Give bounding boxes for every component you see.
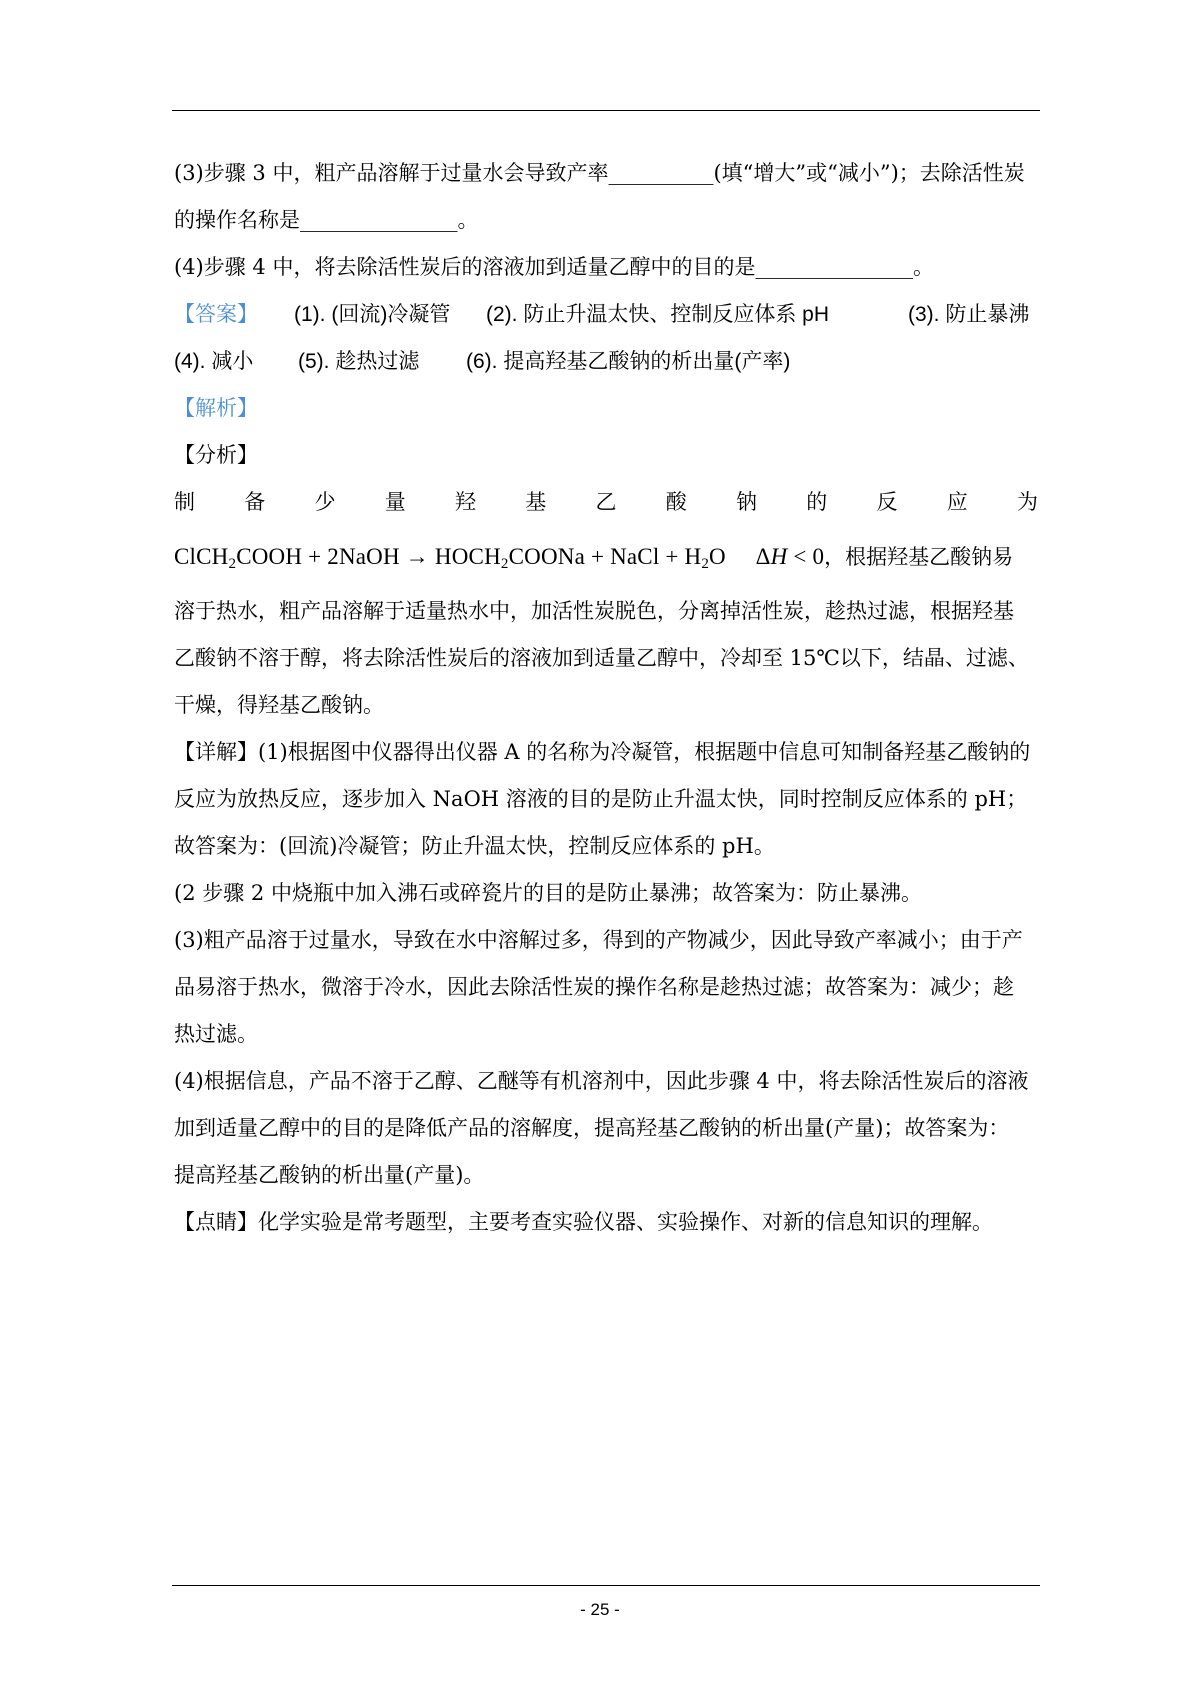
analysis-text-1: 溶于热水，粗产品溶解于适量热水中，加活性炭脱色，分离掉活性炭，趁热过滤，根据羟基 (174, 599, 1014, 623)
answer-row-1 (174, 291, 1038, 338)
comment-text: 【点睛】化学实验是常考题型，主要考查实验仪器、实验操作、对新的信息知识的理解。 (174, 1210, 993, 1234)
analysis-line-2 (174, 635, 1038, 682)
eq-delta: Δ (755, 544, 771, 569)
answer-item-4: (4). 减小 (174, 350, 254, 373)
eq-reactant-1-tail: COOH (236, 544, 303, 569)
detail-line-8 (174, 1058, 1038, 1105)
eq-reactant-1-sub: 2 (228, 556, 237, 572)
eq-condition: < 0 (793, 544, 825, 569)
eq-product-1-sub: 2 (500, 556, 509, 572)
analysis-sub-label: 【分析】 (174, 443, 258, 467)
eq-reactant-2: 2NaOH (327, 544, 400, 569)
detail-text-9: 加到适量乙醇中的目的是降低产品的溶解度，提高羟基乙酸钠的析出量(产量)；故答案为： (174, 1116, 1010, 1140)
eq-plus: + (590, 544, 605, 569)
detail-line-7 (174, 1011, 1038, 1058)
equation-tail-text: ，根据羟基乙酸钠易 (824, 545, 1014, 569)
detail-line-5 (174, 917, 1038, 964)
reaction-equation-line (174, 526, 1038, 588)
spread-char: 基 (525, 490, 547, 514)
spread-char: 羟 (455, 490, 476, 514)
spread-char: 备 (244, 490, 266, 514)
detail-line-9 (174, 1105, 1038, 1152)
question-3-text-1: (3)步骤 3 中，粗产品溶解于过量水会导致产率__________(填“增大”或“减小”)；去除活性炭 (174, 161, 1025, 185)
spread-char: 的 (806, 490, 828, 514)
analysis-label: 【解析】 (174, 396, 258, 420)
detail-text-5: (3)粗产品溶于过量水，导致在水中溶解过多，得到的产物减少，因此导致产率减小；由于产 (174, 928, 1023, 952)
question-3-line-2 (174, 197, 1038, 244)
detail-line-3 (174, 823, 1038, 870)
eq-plus: + (308, 544, 322, 569)
analysis-label-line (174, 385, 1038, 432)
analysis-text-2: 乙酸钠不溶于醇，将去除活性炭后的溶液加到适量乙醇中，冷却至 15℃以下，结晶、过滤、 (174, 646, 1029, 670)
spread-char: 乙 (595, 490, 617, 514)
detail-text-10: 提高羟基乙酸钠的析出量(产量)。 (174, 1163, 485, 1187)
detail-text-6: 品易溶于热水，微溶于冷水，因此去除活性炭的操作名称是趁热过滤；故答案为：减少；趁 (174, 975, 1014, 999)
detail-text-8: (4)根据信息，产品不溶于乙醇、乙醚等有机溶剂中，因此步骤 4 中，将去除活性炭后的溶液 (174, 1069, 1029, 1093)
eq-product-1: HOCH (434, 544, 501, 569)
page-number: - 25 - (580, 1600, 620, 1619)
eq-arrow: → (405, 544, 429, 569)
spread-char: 量 (384, 490, 406, 514)
detail-line-1 (174, 729, 1038, 776)
eq-plus: + (665, 544, 679, 569)
analysis-sub-label-line (174, 432, 1038, 479)
analysis-line-3 (174, 682, 1038, 729)
eq-product-3-sub: 2 (701, 556, 710, 572)
spread-char: 酸 (665, 490, 687, 514)
detail-line-2 (174, 776, 1038, 823)
answer-label: 【答案】 (174, 302, 258, 326)
detail-line-4 (174, 870, 1038, 917)
question-4-line-1 (174, 244, 1038, 291)
analysis-line-1 (174, 588, 1038, 635)
eq-product-2: NaCl (610, 544, 660, 569)
answer-row-2 (174, 338, 1038, 385)
spread-char: 钠 (736, 490, 757, 514)
detail-line-10 (174, 1152, 1038, 1199)
detail-text-7: 热过滤。 (174, 1022, 258, 1046)
eq-product-1-tail: COONa (508, 544, 585, 569)
question-3-text-2: 的操作名称是_______________。 (174, 208, 479, 232)
detail-line-6 (174, 964, 1038, 1011)
answer-item-6: (6). 提高羟基乙酸钠的析出量(产率) (466, 350, 791, 373)
spread-char: 应 (946, 490, 968, 514)
reaction-equation (174, 526, 824, 588)
spread-char: 少 (314, 490, 336, 514)
answer-item-3: (3). 防止暴沸 (908, 303, 1030, 326)
question-3-line-1 (174, 150, 1038, 197)
footer-rule (172, 1585, 1040, 1586)
eq-product-3-tail: O (709, 544, 726, 569)
detail-text-1: 【详解】(1)根据图中仪器得出仪器 A 的名称为冷凝管，根据题中信息可知制备羟基乙酸钠的 (174, 740, 1031, 764)
detail-text-3: 故答案为：(回流)冷凝管；防止升温太快，控制反应体系的 pH。 (174, 834, 775, 858)
spread-char: 制 (174, 490, 195, 514)
detail-text-4: (2 步骤 2 中烧瓶中加入沸石或碎瓷片的目的是防止暴沸；故答案为：防止暴沸。 (174, 881, 922, 905)
header-rule (172, 110, 1040, 111)
answer-item-1: (1). (回流)冷凝管 (294, 303, 451, 326)
analysis-spread-line (174, 479, 1038, 526)
answer-item-5: (5). 趁热过滤 (298, 350, 420, 373)
detail-text-2: 反应为放热反应，逐步加入 NaOH 溶液的目的是防止升温太快，同时控制反应体系的 pH； (174, 787, 1028, 811)
spread-char: 反 (876, 490, 898, 514)
page-content (174, 150, 1038, 1246)
analysis-text-3: 干燥，得羟基乙酸钠。 (174, 693, 384, 717)
eq-enthalpy-symbol: H (770, 544, 788, 569)
spread-char: 为 (1017, 490, 1038, 514)
answer-item-2: (2). 防止升温太快、控制反应体系 pH (486, 303, 830, 326)
question-4-text-1: (4)步骤 4 中，将去除活性炭后的溶液加到适量乙醇中的目的是_______________。 (174, 255, 934, 279)
eq-product-3: H (684, 544, 702, 569)
eq-reactant-1: ClCH (174, 544, 229, 569)
comment-line (174, 1199, 1038, 1246)
